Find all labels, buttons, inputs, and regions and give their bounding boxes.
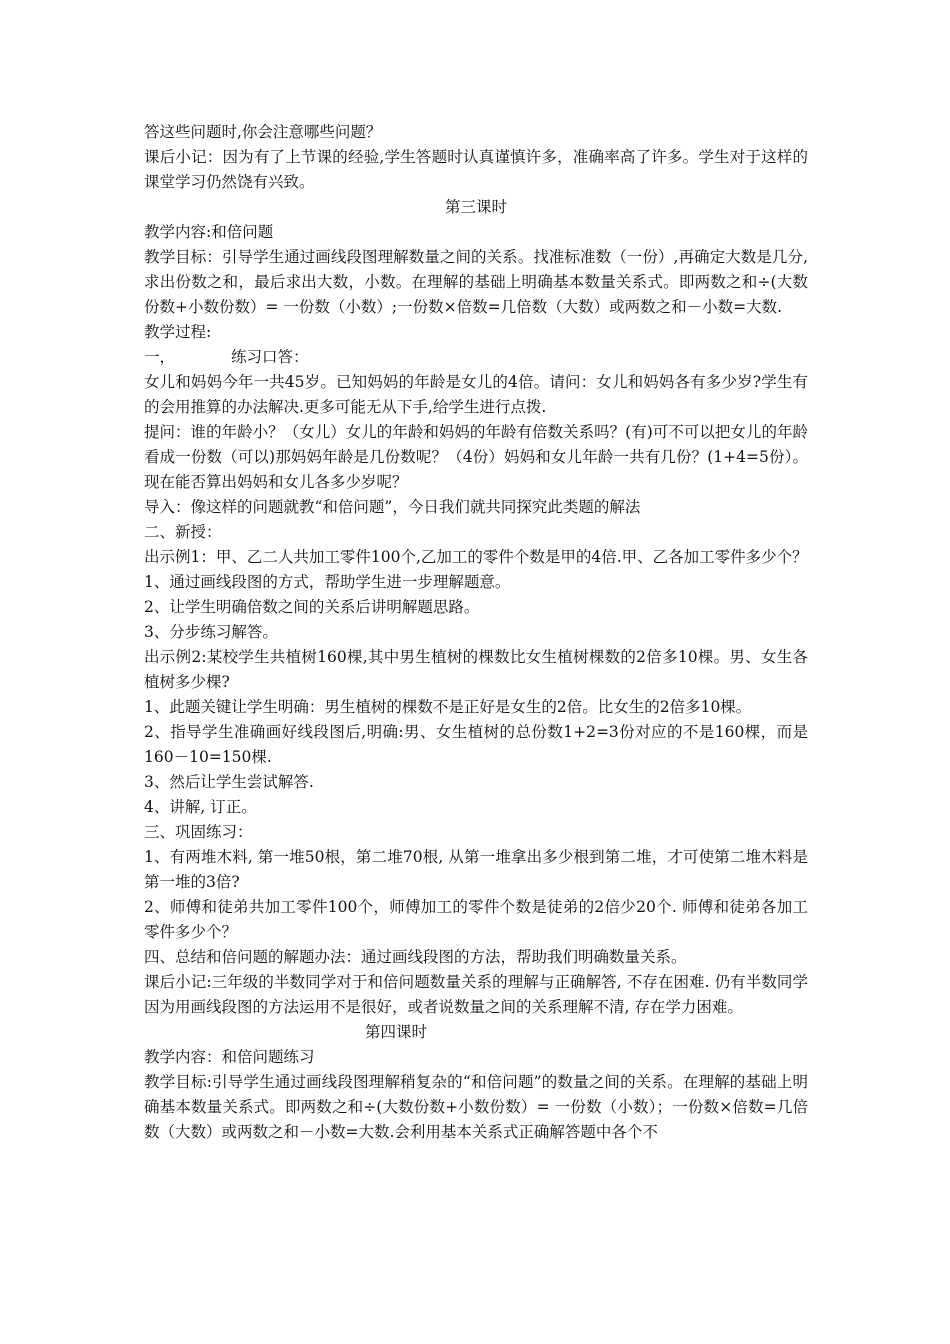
section-new-teaching: 二、新授： xyxy=(144,523,222,541)
document-body xyxy=(144,120,808,1145)
list-item: 1、此题关键让学生明确：男生植树的棵数不是正好是女生的2倍。比女生的2倍多10棵。 xyxy=(144,698,752,716)
paragraph-teaching-goal-4: 教学目标:引导学生通过画线段图理解稍复杂的“和倍问题”的数量之间的关系。在理解的基础上明确基本数量关系式。即两数之和÷(大数份数+小数份数）= 一份数（小数）；一份数×倍数=几倍数（大数）或两数之和－小数=大数.会利用基本关系式正确解答题中各个不 xyxy=(144,1073,808,1141)
list-item: 2、指导学生准确画好线段图后,明确:男、女生植树的总份数1+2=3份对应的不是160棵，而是160－10=150棵. xyxy=(144,723,808,766)
list-item: 3、分步练习解答。 xyxy=(144,623,278,641)
paragraph-question-intro: 答这些问题时,你会注意哪些问题？ xyxy=(144,123,382,141)
lesson-heading-4: 第四课时 xyxy=(364,1023,427,1041)
paragraph-teaching-content-4: 教学内容：和倍问题练习 xyxy=(144,1048,315,1066)
list-item: 1、有两堆木料, 第一堆50根，第二堆70根, 从第一堆拿出多少根到第二堆，才可使第二堆木料是第一堆的3倍? xyxy=(144,848,808,891)
list-item: 4、讲解, 订正。 xyxy=(144,798,257,816)
paragraph-teaching-process: 教学过程: xyxy=(144,323,212,341)
lesson-heading-3: 第三课时 xyxy=(444,198,507,216)
list-item: 3、然后让学生尝试解答. xyxy=(144,773,314,791)
paragraph-example-2: 出示例2:某校学生共植树160棵,其中男生植树的棵数比女生植树棵数的2倍多10棵。男、女生各植树多少棵? xyxy=(144,648,808,691)
paragraph-teaching-goal: 教学目标：引导学生通过画线段图理解数量之间的关系。找准标准数（一份）,再确定大数是几分,求出份数之和，最后求出大数，小数。在理解的基础上明确基本数量关系式。即两数之和÷(大数份数+小数份数）= 一份数（小数）;一份数×倍数=几倍数（大数）或两数之和－小数=大数. xyxy=(144,248,808,316)
list-item: 2、师傅和徒弟共加工零件100个，师傅加工的零件个数是徒弟的2倍少20个. 师傅和徒弟各加工零件多少个？ xyxy=(144,898,808,941)
paragraph-after-class-note-1: 课后小记：因为有了上节课的经验,学生答题时认真谨慎许多，准确率高了许多。学生对于这样的课堂学习仍然饶有兴致。 xyxy=(144,148,808,191)
paragraph-introduction: 导入：像这样的问题就教“和倍问题”，今日我们就共同探究此类题的解法 xyxy=(144,498,641,516)
paragraph-teaching-content: 教学内容:和倍问题 xyxy=(144,223,274,241)
list-item: 2、让学生明确倍数之间的关系后讲明解题思路。 xyxy=(144,598,480,616)
paragraph-mother-daughter-problem: 女儿和妈妈今年一共45岁。已知妈妈的年龄是女儿的4倍。请问：女儿和妈妈各有多少岁?学生有的会用推算的办法解决.更多可能无从下手,给学生进行点拨. xyxy=(144,373,808,416)
list-text: 练习口答： xyxy=(231,348,309,366)
list-number: 一， xyxy=(144,348,176,366)
list-item-oral-practice xyxy=(144,345,808,370)
section-consolidation: 三、巩固练习： xyxy=(144,823,253,841)
section-summary: 四、总结和倍问题的解题办法：通过画线段图的方法，帮助我们明确数量关系。 xyxy=(144,948,687,966)
paragraph-after-class-note-2: 课后小记:三年级的半数同学对于和倍问题数量关系的理解与正确解答, 不存在困难. 仍有半数同学因为用画线段图的方法运用不是很好，或者说数量之间的关系理解不清, 存在学力困难。 xyxy=(144,973,808,1016)
paragraph-questioning: 提问：谁的年龄小？（女儿）女儿的年龄和妈妈的年龄有倍数关系吗？(有)可不可以把女儿的年龄看成一份数（可以)那妈妈年龄是几份数呢？（4份）妈妈和女儿年龄一共有几份？(1+4=5份）。现在能否算出妈妈和女儿各多少岁呢？ xyxy=(144,423,808,491)
list-item: 1、通过画线段图的方式，帮助学生进一步理解题意。 xyxy=(144,573,511,591)
paragraph-example-1: 出示例1：甲、乙二人共加工零件100个,乙加工的零件个数是甲的4倍.甲、乙各加工零件多少个？ xyxy=(144,548,808,566)
